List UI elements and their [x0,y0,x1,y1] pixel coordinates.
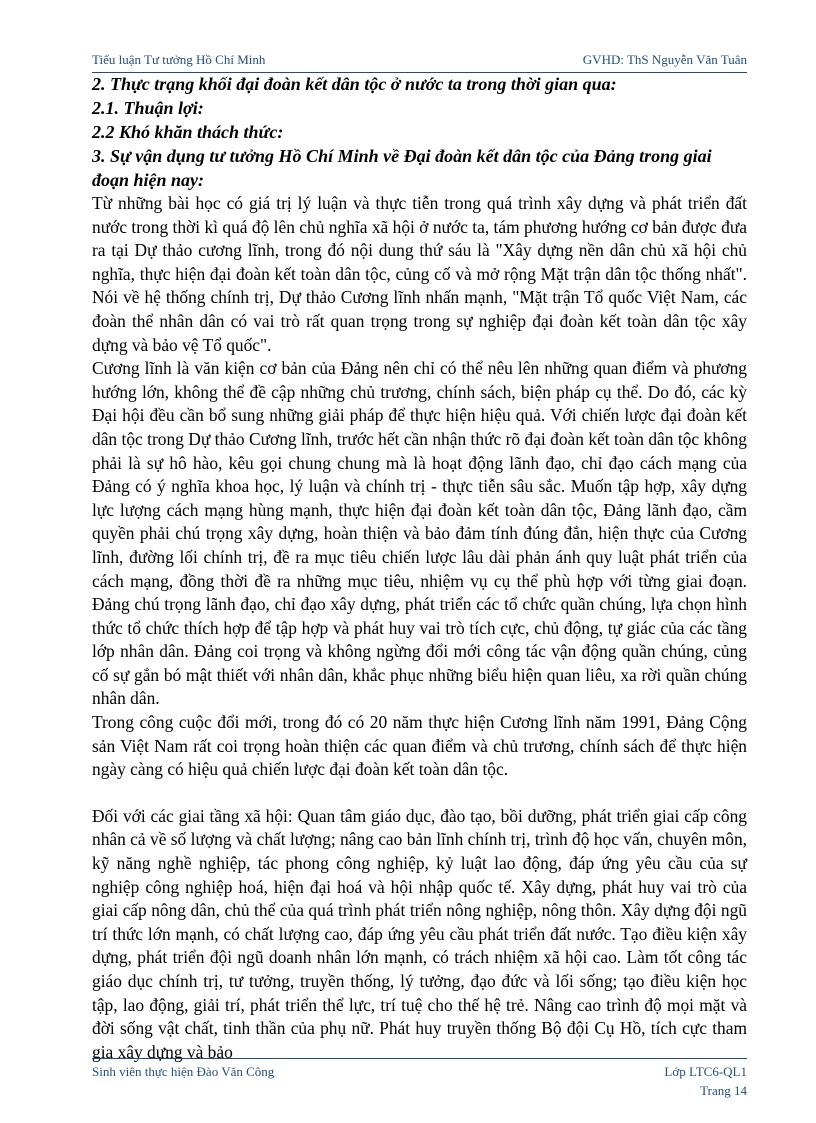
paragraph-4: Đối với các giai tầng xã hội: Quan tâm giáo dục, đào tạo, bồi dưỡng, phát triển giai cấp công nhân cả về số lượng và chất lượng; nâng cao bản lĩnh chính trị, trình độ học vấn, chuyên môn, kỹ năng nghề nghiệp, tác phong công nghiệp, kỷ luật lao động, đáp ứng yêu cầu của sự nghiệp công nghiệp hoá, hiện đại hoá và hội nhập quốc tế. Xây dựng, phát huy vai trò của giai cấp nông dân, chủ thể của quá trình phát triển nông nghiệp, nông thôn. Xây dựng đội ngũ trí thức lớn mạnh, có chất lượng cao, đáp ứng yêu cầu phát triển đất nước. Tạo điều kiện xây dựng, phát triển đội ngũ doanh nhân lớn mạnh, có trách nhiệm xã hội cao. Làm tốt công tác giáo dục chính trị, tư tưởng, truyền thống, lý tưởng, đạo đức và lối sống; tạo điều kiện học tập, lao động, giải trí, phát triển thể lực, trí tuệ cho thế hệ trẻ. Nâng cao trình độ mọi mặt và đời sống vật chất, tinh thần của phụ nữ. Phát huy truyền thống Bộ đội Cụ Hồ, tích cực tham gia xây dựng và bảo [92,805,747,1062]
paragraph-3: Trong công cuộc đổi mới, trong đó có 20 năm thực hiện Cương lĩnh năm 1991, Đảng Cộng sản Việt Nam rất coi trọng hoàn thiện các quan điểm và chủ trương, chính sách để thực hiện ngày càng có hiệu quả chiến lược đại đoàn kết toàn dân tộc. [92,712,747,780]
heading-section-2-2: 2.2 Khó khăn thách thức: [92,122,284,142]
footer-student: Sinh viên thực hiện Đào Văn Công [92,1064,275,1079]
heading-section-2-1: 2.1. Thuận lợi: [92,98,204,118]
paragraph-2: Cương lĩnh là văn kiện cơ bản của Đảng nên chỉ có thể nêu lên những quan điểm và phương hướng lớn, không thể đề cập những chủ trương, chính sách, biện pháp cụ thể. Do đó, các kỳ Đại hội đều cần bổ sung những giải pháp để thực hiện hiệu quả. Với chiến lược đại đoàn kết dân tộc trong Dự thảo Cương lĩnh, trước hết cần nhận thức rõ đại đoàn kết toàn dân tộc không phải là sự hô hào, kêu gọi chung chung mà là hoạt động lãnh đạo, chỉ đạo cách mạng của Đảng có ý nghĩa khoa học, lý luận và chính trị - thực tiễn sâu sắc. Muốn tập hợp, xây dựng lực lượng cách mạng hùng mạnh, thực hiện đại đoàn kết toàn dân tộc, Đảng lãnh đạo, cầm quyền phải chú trọng xây dựng, hoàn thiện và bảo đảm tính đúng đắn, hiện thực của Cương lĩnh, đường lối chính trị, đề ra mục tiêu chiến lược lâu dài phản ánh quy luật phát triển của cách mạng, đồng thời đề ra những mục tiêu, nhiệm vụ cụ thể phù hợp với từng giai đoạn. Đảng chú trọng lãnh đạo, chỉ đạo xây dựng, phát triển các tổ chức quần chúng, lựa chọn hình thức tổ chức thích hợp để tập hợp và phát huy vai trò tích cực, chủ động, tự giác của các tầng lớp nhân dân. Đảng coi trọng và không ngừng đổi mới công tác vận động quần chúng, củng cố sự gắn bó mật thiết với nhân dân, khắc phục những biểu hiện quan liêu, xa rời quần chúng nhân dân. [92,358,747,709]
paragraph-1: Từ những bài học có giá trị lý luận và thực tiễn trong quá trình xây dựng và phát triển đất nước trong thời kì quá độ lên chủ nghĩa xã hội ở nước ta, tám phương hướng cơ bản được đưa ra tại Dự thảo cương lĩnh, trong đó nội dung thứ sáu là "Xây dựng nền dân chủ xã hội chủ nghĩa, thực hiện đại đoàn kết toàn dân tộc, củng cố và mở rộng Mặt trận dân tộc thống nhất". Nói về hệ thống chính trị, Dự thảo Cương lĩnh nhấn mạnh, "Mặt trận Tổ quốc Việt Nam, các đoàn thể nhân dân có vai trò rất quan trọng trong sự nghiệp đại đoàn kết toàn dân tộc xây dựng và bảo vệ Tổ quốc". [92,193,747,355]
paragraph-spacer [92,782,747,805]
page-footer [92,1058,747,1109]
heading-section-3: 3. Sự vận dụng tư tưởng Hồ Chí Minh về Đại đoàn kết dân tộc của Đảng trong giai đoạn hiện nay: [92,146,712,190]
footer-class: Lớp LTC6-QL1 [664,1064,747,1079]
header-title: Tiểu luận Tư tưởng Hồ Chí Minh [92,52,266,67]
page-header [92,50,747,73]
page-number: Trang 14 [700,1083,747,1098]
page-content [92,72,747,1064]
header-supervisor: GVHD: ThS Nguyễn Văn Tuân [582,52,747,67]
heading-section-2: 2. Thực trạng khối đại đoàn kết dân tộc ở nước ta trong thời gian qua: [92,74,617,94]
